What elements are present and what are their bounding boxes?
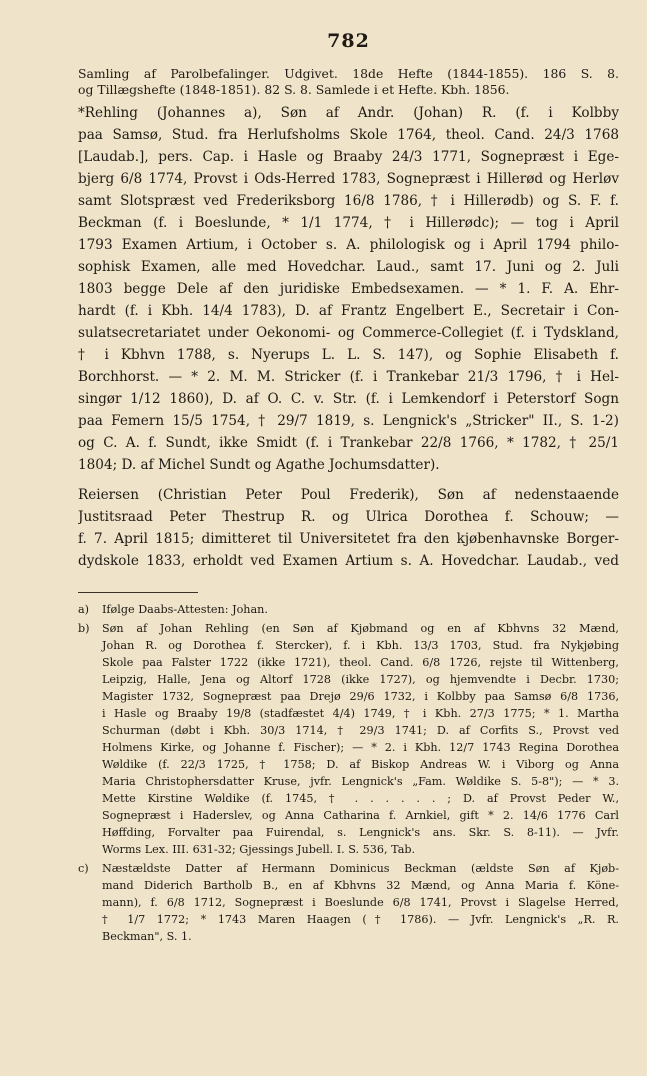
text-line: Samling af Parolbefalinger. Udgivet. 18de Hefte (1844-1855). 186 S. 8. <box>78 66 619 81</box>
text-line: Sognepræst i Haderslev, og Anna Catharina f. Arnkiel, gift * 2. 14/6 1776 Carl <box>102 809 619 822</box>
text-line: mand Diderich Bartholb B., en af Kbhvns 32 Mænd, og Anna Maria f. Köne- <box>102 879 619 892</box>
text-line: Borchhorst. — * 2. M. M. Stricker (f. i Trankebar 21/3 1796, † i Hel- <box>78 369 619 385</box>
text-line: Mette Kirstine Wøldike (f. 1745, † . . . . . . ; D. af Provst Peder W., <box>102 792 619 805</box>
text-line: † 1/7 1772; * 1743 Maren Haagen († 1786). — Jvfr. Lengnick's „R. R. <box>102 913 619 926</box>
text-line: bjerg 6/8 1774, Provst i Ods-Herred 1783, Sognepræst i Hillerød og Herløv <box>78 171 619 187</box>
footnote-label: c) <box>78 862 89 875</box>
text-line: og Tillægshefte (1848-1851). 82 S. 8. Samlede i et Hefte. Kbh. 1856. <box>78 82 510 97</box>
text-line: 1803 begge Dele af den juridiske Embedsexamen. — * 1. F. A. Ehr- <box>78 281 619 297</box>
text-line: Schurman (døbt i Kbh. 30/3 1714, † 29/3 1741; D. af Corfits S., Provst ved <box>102 724 619 737</box>
text-line: *Rehling (Johannes a), Søn af Andr. (Johan) R. (f. i Kolbby <box>78 105 619 121</box>
text-line: Holmens Kirke, og Johanne f. Fischer); — * 2. i Kbh. 12/7 1743 Regina Dorothea <box>102 741 619 754</box>
page-number: 782 <box>327 30 370 52</box>
text-line: Søn af Johan Rehling (en Søn af Kjøbmand og en af Kbhvns 32 Mænd, <box>102 622 619 635</box>
text-line: Magister 1732, Sognepræst paa Drejø 29/6 1732, i Kolbby paa Samsø 6/8 1736, <box>102 690 619 703</box>
text-line: dydskole 1833, erholdt ved Examen Artium s. A. Hovedchar. Laudab., ved <box>78 553 619 569</box>
footnote-label: a) <box>78 603 90 616</box>
intro-paragraph <box>78 66 619 98</box>
footnote-label: b) <box>78 622 90 635</box>
text-line: Worms Lex. III. 631-32; Gjessings Jubell. I. S. 536, Tab. <box>102 843 416 856</box>
text-line: sulatsecretariatet under Oekonomi- og Commerce-Collegiet (f. i Tydskland, <box>78 325 619 341</box>
text-line: 1793 Examen Artium, i October s. A. philologisk og i April 1794 philo- <box>78 237 619 253</box>
text-line: Beckman (f. i Boeslunde, * 1/1 1774, † i Hillerødc); — tog i April <box>78 215 619 231</box>
text-line: paa Femern 15/5 1754, † 29/7 1819, s. Lengnick's „Stricker" II., S. 1-2) <box>78 413 619 429</box>
footnotes <box>78 601 619 945</box>
text-line: [Laudab.], pers. Cap. i Hasle og Braaby 24/3 1771, Sognepræst i Ege- <box>78 149 619 165</box>
text-line: Næstældste Datter af Hermann Dominicus Beckman (ældste Søn af Kjøb- <box>102 862 619 875</box>
text-line: 1804; D. af Michel Sundt og Agathe Jochumsdatter). <box>78 457 440 473</box>
text-line: paa Samsø, Stud. fra Herlufsholms Skole 1764, theol. Cand. 24/3 1768 <box>78 127 619 143</box>
text-line: Beckman", S. 1. <box>102 930 192 943</box>
text-line: Johan R. og Dorothea f. Stercker), f. i Kbh. 13/3 1703, Stud. fra Nykjøbing <box>102 639 619 652</box>
text-line: Wøldike (f. 22/3 1725, † 1758; D. af Biskop Andreas W. i Viborg og Anna <box>102 758 619 771</box>
text-line: Justitsraad Peter Thestrup R. og Ulrica Dorothea f. Schouw; — <box>78 509 619 525</box>
footnote-a <box>78 601 619 618</box>
text-line: Skole paa Falster 1722 (ikke 1721), theol. Cand. 6/8 1726, rejste til Wittenberg, <box>102 656 619 669</box>
text-line: singør 1/12 1860), D. af O. C. v. Str. (f. i Lemkendorf i Peterstorf Sogn <box>78 391 619 407</box>
text-line: † i Kbhvn 1788, s. Nyerups L. L. S. 147), og Sophie Elisabeth f. <box>78 347 619 363</box>
footnote-b <box>78 620 619 858</box>
text-line: og C. A. f. Sundt, ikke Smidt (f. i Trankebar 22/8 1766, * 1782, † 25/1 <box>78 435 619 451</box>
text-line: mann), f. 6/8 1712, Sognepræst i Boeslunde 6/8 1741, Provst i Slagelse Herred, <box>102 896 619 909</box>
text-line: samt Slotspræst ved Frederiksborg 16/8 1786, † i Hillerødb) og S. F. f. <box>78 193 619 209</box>
text-line: hardt (f. i Kbh. 14/4 1783), D. af Frantz Engelbert E., Secretair i Con- <box>78 303 619 319</box>
text-line: f. 7. April 1815; dimitteret til Universitetet fra den kjøbenhavnske Borger- <box>78 531 619 547</box>
text-line: Leipzig, Halle, Jena og Altorf 1728 (ikke 1727), og hjemvendte i Decbr. 1730; <box>102 673 619 686</box>
footnote-c <box>78 860 619 945</box>
footnote-divider <box>78 592 198 593</box>
text-line: Reiersen (Christian Peter Poul Frederik), Søn af nedenstaaende <box>78 487 619 503</box>
text-line: sophisk Examen, alle med Hovedchar. Laud., samt 17. Juni og 2. Juli <box>78 259 619 275</box>
entry-rehling <box>78 102 619 476</box>
text-line: Ifølge Daabs-Attesten: Johan. <box>102 603 268 616</box>
entry-reiersen <box>78 484 619 572</box>
text-line: Høffding, Forvalter paa Fuirendal, s. Lengnick's ans. Skr. S. 8-11). — Jvfr. <box>102 826 619 839</box>
text-line: Maria Christophersdatter Kruse, jvfr. Lengnick's „Fam. Wøldike S. 5-8"); — * 3. <box>102 775 619 788</box>
text-line: i Hasle og Braaby 19/8 (stadfæstet 4/4) 1749, † i Kbh. 27/3 1775; * 1. Martha <box>102 707 619 720</box>
